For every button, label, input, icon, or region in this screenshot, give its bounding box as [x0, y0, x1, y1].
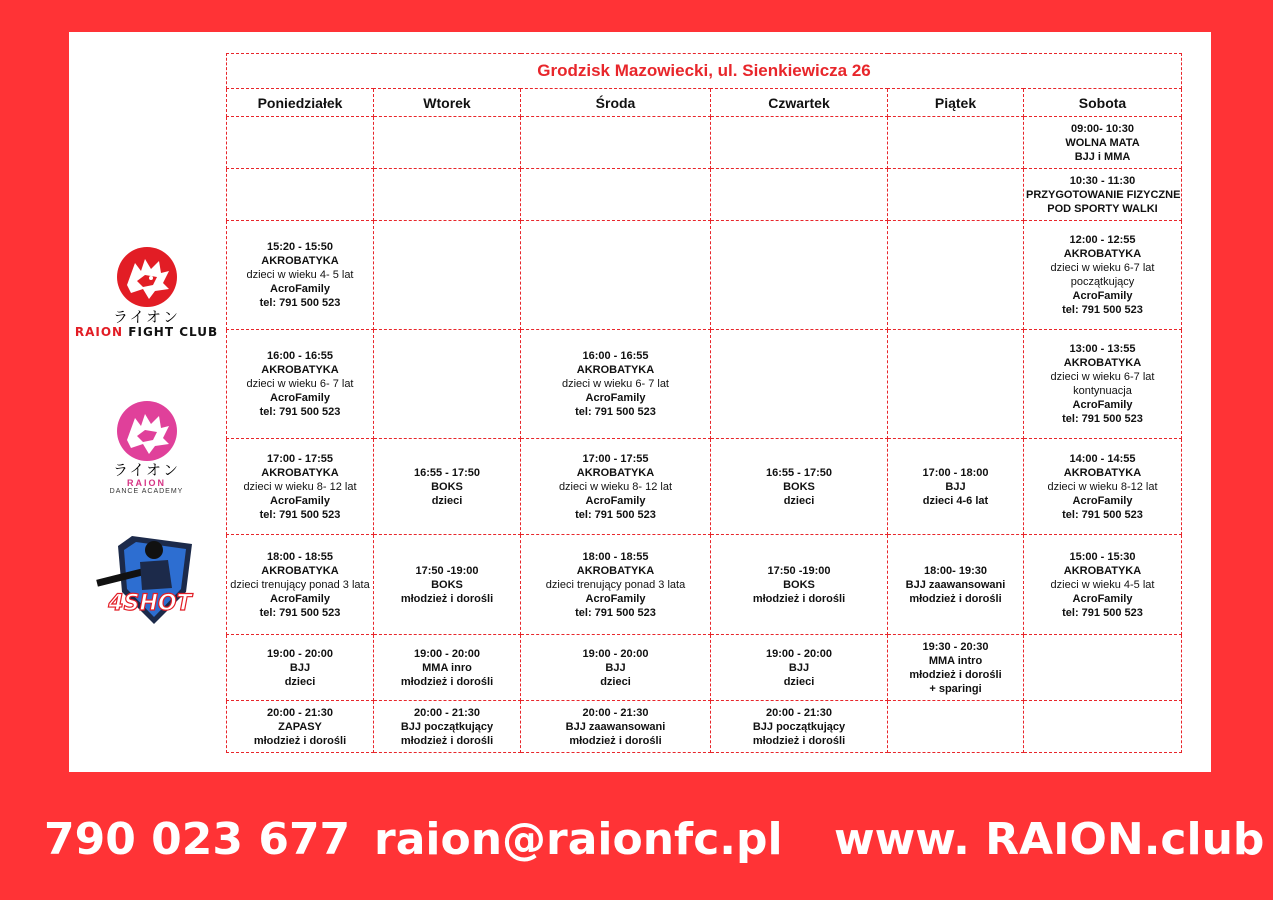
location-title: Grodzisk Mazowiecki, ul. Sienkiewicza 26 [227, 54, 1182, 89]
class-line: AKROBATYKA [576, 466, 655, 479]
class-cell [521, 701, 711, 753]
class-line: PRZYGOTOWANIE FIZYCZNE [1026, 188, 1181, 201]
class-line: ZAPASY [278, 720, 322, 733]
class-line: dzieci w wieku 6- 7 lat [246, 378, 354, 390]
empty-cell [521, 117, 711, 169]
class-cell [888, 635, 1024, 701]
class-line: 19:30 - 20:30 [922, 640, 989, 653]
class-line: młodzież i dorośli [752, 592, 846, 605]
class-line: AcroFamily [1072, 592, 1133, 605]
class-line: AKROBATYKA [576, 364, 655, 376]
class-line: POD SPORTY WALKI [1047, 202, 1158, 215]
empty-cell [374, 221, 521, 330]
day-header-row [227, 89, 1182, 117]
class-line: dzieci w wieku 6-7 lat [1050, 371, 1155, 383]
class-cell [521, 535, 711, 635]
contact-footer [0, 808, 1273, 872]
class-line: MMA inro [422, 661, 472, 674]
dance-brand-name: RAION [127, 478, 166, 488]
class-line: BOKS [783, 480, 815, 493]
empty-cell [711, 169, 888, 221]
class-line: dzieci w wieku 8- 12 lat [243, 480, 357, 493]
class-cell [888, 535, 1024, 635]
class-line: AcroFamily [1072, 399, 1133, 411]
class-line: 12:00 - 12:55 [1069, 234, 1136, 246]
class-line: AcroFamily [585, 592, 646, 605]
empty-cell [521, 221, 711, 330]
class-cell [888, 439, 1024, 535]
empty-cell [888, 169, 1024, 221]
fight-brand-name [69, 325, 224, 339]
class-line: 17:00 - 18:00 [922, 466, 989, 479]
class-cell [227, 439, 374, 535]
class-line: + sparingi [929, 682, 982, 695]
fight-name-club: FIGHT CLUB [123, 325, 219, 339]
raion-fight-club-logo [69, 245, 224, 339]
class-line: BJJ zaawansowani [905, 578, 1006, 591]
class-line: BJJ [605, 661, 626, 674]
empty-cell [227, 117, 374, 169]
class-cell [521, 439, 711, 535]
schedule-row [227, 439, 1182, 535]
class-line: 17:50 -19:00 [767, 564, 831, 577]
class-line: tel: 791 500 523 [1062, 304, 1143, 316]
schedule-row [227, 221, 1182, 330]
class-line: WOLNA MATA [1065, 136, 1140, 149]
class-line: 17:00 - 17:55 [266, 452, 334, 465]
class-line: młodzież i dorośli [400, 734, 494, 747]
class-line: 20:00 - 21:30 [582, 706, 649, 719]
class-line: BJJ początkujący [400, 720, 494, 733]
class-line: 16:00 - 16:55 [266, 350, 334, 362]
class-line: AKROBATYKA [1063, 248, 1142, 260]
class-line: dzieci [783, 675, 815, 688]
class-line: AcroFamily [1072, 290, 1133, 302]
empty-cell [374, 169, 521, 221]
class-line: 16:55 - 17:50 [765, 466, 833, 479]
4shot-name: 4SHOT [107, 591, 192, 616]
class-line: 20:00 - 21:30 [765, 706, 833, 719]
class-line: AKROBATYKA [1063, 466, 1142, 479]
empty-cell [888, 330, 1024, 439]
schedule-row [227, 635, 1182, 701]
class-line: początkujący [1070, 276, 1135, 288]
class-line: AcroFamily [270, 392, 330, 404]
class-line: AKROBATYKA [576, 564, 655, 577]
phone-number[interactable]: 790 023 677 [44, 814, 351, 865]
class-line: tel: 791 500 523 [259, 297, 341, 309]
class-line: młodzież i dorośli [909, 592, 1002, 605]
class-line: AcroFamily [585, 392, 646, 404]
logos-column [69, 32, 224, 772]
class-line: AcroFamily [270, 283, 330, 295]
empty-cell [888, 117, 1024, 169]
class-line: 18:00 - 18:55 [582, 550, 649, 563]
class-line: 15:00 - 15:30 [1069, 550, 1136, 563]
class-line: BJJ [289, 661, 311, 674]
class-line: dzieci [284, 675, 316, 688]
class-cell [374, 535, 521, 635]
class-cell [711, 439, 888, 535]
class-cell [1024, 535, 1182, 635]
class-line: tel: 791 500 523 [575, 606, 656, 619]
class-line: BOKS [431, 578, 463, 591]
class-cell [1024, 439, 1182, 535]
empty-cell [711, 117, 888, 169]
class-line: tel: 791 500 523 [1062, 508, 1143, 521]
class-line: AcroFamily [270, 592, 330, 605]
class-line: 16:55 - 17:50 [413, 466, 481, 479]
day-header: Wtorek [374, 89, 521, 117]
class-cell [1024, 330, 1182, 439]
class-line: 13:00 - 13:55 [1069, 343, 1136, 355]
class-cell [374, 701, 521, 753]
class-line: 18:00- 19:30 [924, 564, 987, 577]
class-line: kontynuacja [1073, 385, 1132, 397]
red-lion-icon [115, 245, 179, 309]
class-line: dzieci [600, 675, 631, 688]
class-line: tel: 791 500 523 [1062, 413, 1143, 425]
class-cell [374, 635, 521, 701]
class-cell [711, 535, 888, 635]
class-cell [1024, 221, 1182, 330]
class-cell [227, 635, 374, 701]
class-line: 16:00 - 16:55 [582, 350, 649, 362]
class-line: młodzież i dorośli [569, 734, 662, 747]
empty-cell [521, 169, 711, 221]
class-line: młodzież i dorośli [400, 592, 494, 605]
class-cell [227, 330, 374, 439]
class-line: 18:00 - 18:55 [266, 550, 334, 563]
schedule-row [227, 117, 1182, 169]
class-line: AcroFamily [1072, 494, 1133, 507]
class-cell [521, 330, 711, 439]
schedule-table [226, 53, 1182, 753]
class-line: tel: 791 500 523 [575, 508, 656, 521]
class-line: 17:00 - 17:55 [582, 452, 649, 465]
email-address[interactable]: raion@raionfc.pl [374, 814, 783, 865]
class-line: 20:00 - 21:30 [413, 706, 481, 719]
class-line: 19:00 - 20:00 [582, 647, 649, 660]
empty-cell [374, 117, 521, 169]
empty-cell [711, 330, 888, 439]
class-line: AKROBATYKA [261, 364, 339, 376]
class-line: BJJ początkujący [752, 720, 846, 733]
class-line: 15:20 - 15:50 [266, 241, 334, 253]
class-line: dzieci w wieku 4-5 lat [1050, 578, 1155, 591]
class-line: dzieci w wieku 4- 5 lat [246, 269, 354, 281]
class-cell [1024, 117, 1182, 169]
class-line: BJJ i MMA [1074, 150, 1131, 163]
class-cell [374, 439, 521, 535]
class-line: 10:30 - 11:30 [1069, 174, 1136, 187]
class-line: 17:50 -19:00 [415, 564, 479, 577]
class-line: tel: 791 500 523 [259, 406, 341, 418]
class-line: dzieci trenujący ponad 3 lata [545, 578, 686, 591]
empty-cell [888, 221, 1024, 330]
day-header: Poniedziałek [227, 89, 374, 117]
class-line: BJJ zaawansowani [565, 720, 666, 733]
empty-cell [374, 330, 521, 439]
class-line: młodzież i dorośli [253, 734, 347, 747]
class-line: MMA intro [928, 654, 983, 667]
class-cell [711, 635, 888, 701]
class-line: dzieci [431, 494, 463, 507]
class-line: BJJ [788, 661, 810, 674]
class-line: 09:00- 10:30 [1071, 122, 1134, 135]
fight-name-raion: RAION [74, 325, 124, 339]
raion-dance-academy-logo [69, 400, 224, 495]
class-line: tel: 791 500 523 [575, 406, 656, 418]
class-line: AcroFamily [585, 494, 646, 507]
empty-cell [227, 169, 374, 221]
website-link[interactable]: www. RAION.club [834, 814, 1265, 865]
empty-cell [1024, 701, 1182, 753]
class-line: AKROBATYKA [1063, 564, 1142, 577]
schedule-row [227, 169, 1182, 221]
class-line: dzieci [783, 494, 815, 507]
class-line: BJJ [945, 480, 966, 493]
class-line: AKROBATYKA [261, 255, 339, 267]
class-line: dzieci w wieku 8-12 lat [1047, 480, 1158, 493]
fight-jp-text: ライオン [112, 308, 181, 326]
class-line: 14:00 - 14:55 [1069, 452, 1136, 465]
class-line: 19:00 - 20:00 [266, 647, 334, 660]
day-header: Czwartek [711, 89, 888, 117]
class-line: 19:00 - 20:00 [765, 647, 833, 660]
class-cell [711, 701, 888, 753]
class-cell [227, 535, 374, 635]
empty-cell [1024, 635, 1182, 701]
class-line: młodzież i dorośli [909, 668, 1002, 681]
class-line: AKROBATYKA [261, 564, 339, 577]
4shot-shield-icon [92, 532, 202, 628]
class-line: 20:00 - 21:30 [266, 706, 334, 719]
class-cell [227, 701, 374, 753]
class-line: BOKS [783, 578, 815, 591]
class-line: młodzież i dorośli [752, 734, 846, 747]
4shot-logo [69, 532, 224, 628]
empty-cell [711, 221, 888, 330]
class-line: BOKS [431, 480, 463, 493]
empty-cell [888, 701, 1024, 753]
dance-jp-text: ライオン [112, 461, 181, 479]
class-line: dzieci w wieku 8- 12 lat [558, 480, 673, 493]
schedule-row [227, 535, 1182, 635]
schedule-row [227, 330, 1182, 439]
class-cell [1024, 169, 1182, 221]
schedule-body [227, 117, 1182, 753]
dance-brand-sub: DANCE ACADEMY [109, 488, 184, 495]
class-line: młodzież i dorośli [400, 675, 494, 688]
day-header: Środa [521, 89, 711, 117]
day-header: Piątek [888, 89, 1024, 117]
class-line: dzieci 4-6 lat [922, 494, 989, 507]
pink-lion-icon [115, 400, 179, 462]
schedule-panel [69, 32, 1211, 772]
class-cell [227, 221, 374, 330]
class-line: tel: 791 500 523 [1062, 606, 1143, 619]
class-line: dzieci w wieku 6-7 lat [1050, 262, 1155, 274]
class-cell [521, 635, 711, 701]
class-line: tel: 791 500 523 [259, 508, 341, 521]
class-line: 19:00 - 20:00 [413, 647, 481, 660]
schedule-row [227, 701, 1182, 753]
day-header: Sobota [1024, 89, 1182, 117]
class-line: tel: 791 500 523 [259, 606, 341, 619]
class-line: AKROBATYKA [261, 466, 339, 479]
class-line: AKROBATYKA [1063, 357, 1142, 369]
class-line: AcroFamily [270, 494, 330, 507]
class-line: dzieci w wieku 6- 7 lat [562, 378, 669, 390]
class-line: dzieci trenujący ponad 3 lata [230, 578, 370, 591]
